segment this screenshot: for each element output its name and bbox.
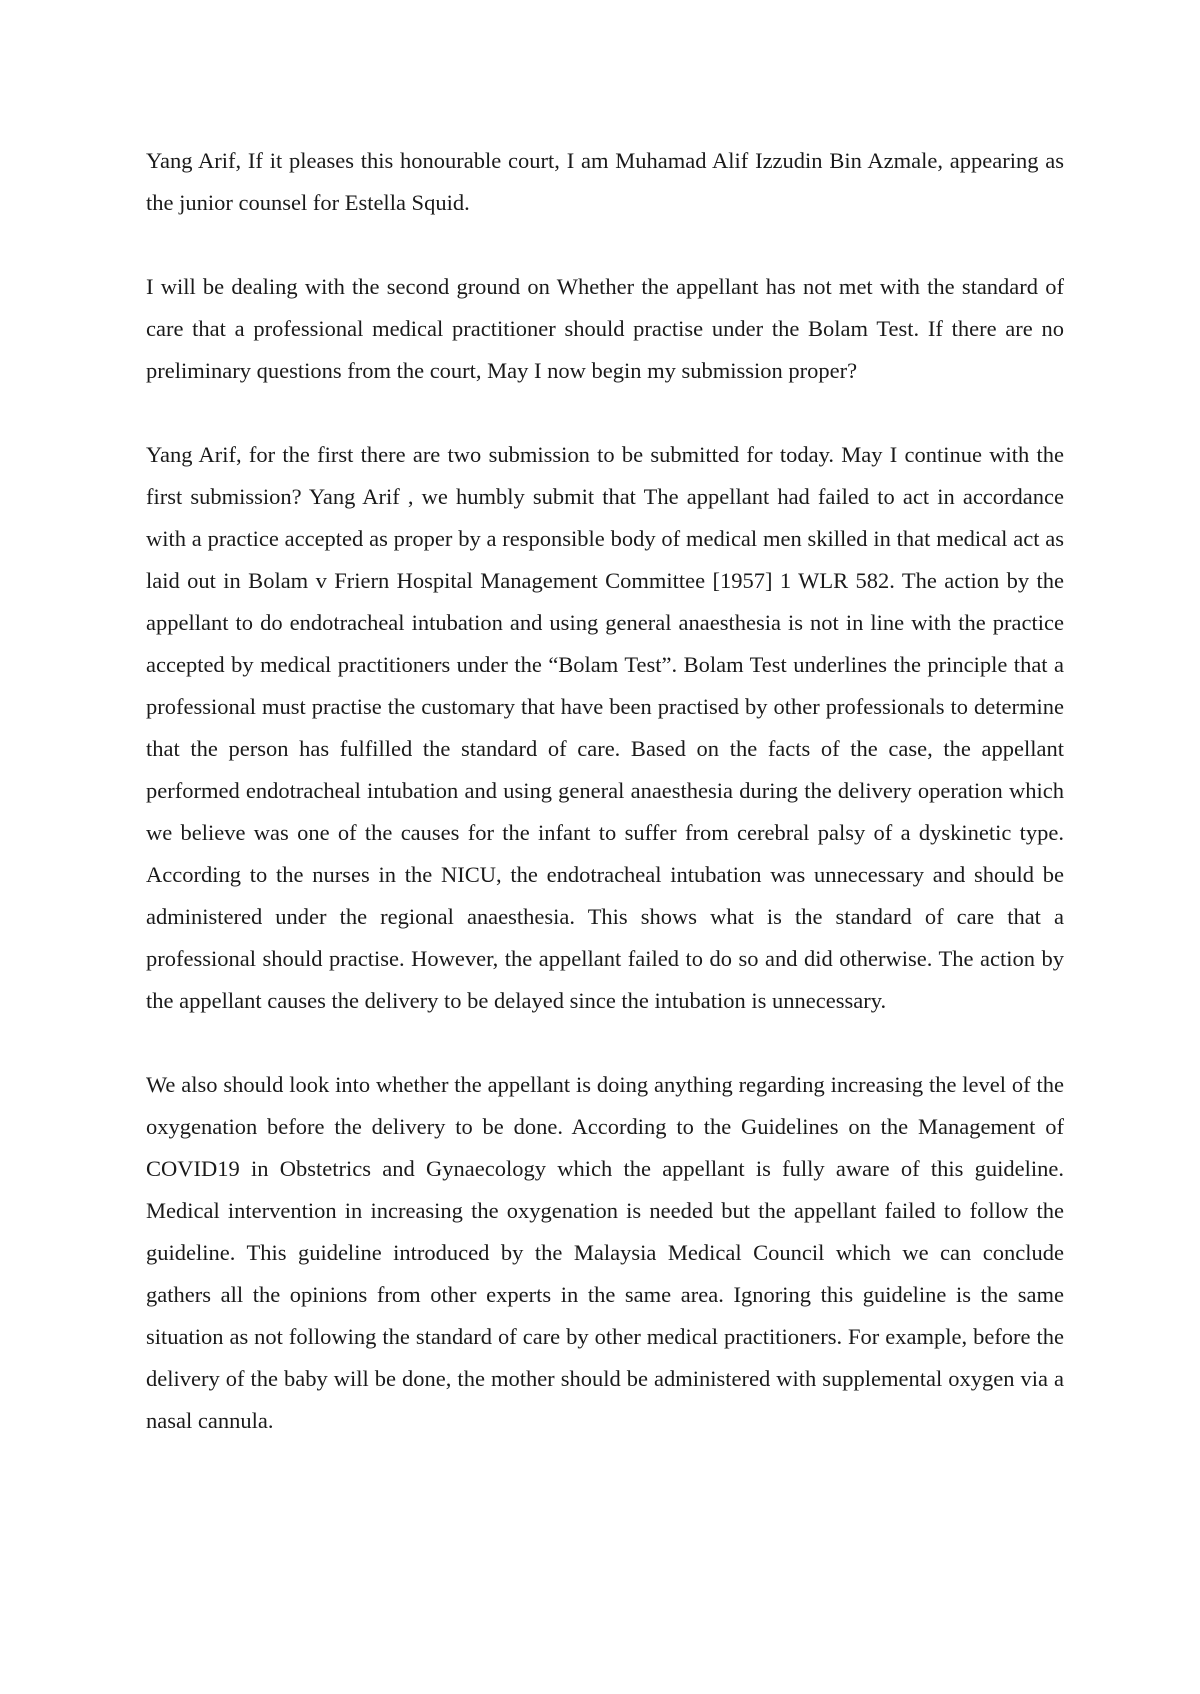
paragraph-introduction: Yang Arif, If it pleases this honourable court, I am Muhamad Alif Izzudin Bin Azmale, appearing as the junior counsel for Estella Squid.	[146, 148, 1064, 215]
document-body	[146, 140, 1064, 1442]
paragraph-oxygenation: We also should look into whether the appellant is doing anything regarding increasing the level of the oxygenation before the delivery to be done. According to the Guidelines on the Management of COVID19 in Obstetrics and Gynaecology which the appellant is fully aware of this guideline. Medical intervention in increasing the oxygenation is needed but the appellant failed to follow the guideline. This guideline introduced by the Malaysia Medical Council which we can conclude gathers all the opinions from other experts in the same area. Ignoring this guideline is the same situation as not following the standard of care by other medical practitioners. For example, before the delivery of the baby will be done, the mother should be administered with supplemental oxygen via a nasal cannula.	[146, 1072, 1064, 1433]
paragraph-second-ground: I will be dealing with the second ground on Whether the appellant has not met with the standard of care that a professional medical practitioner should practise under the Bolam Test. If there are no preliminary questions from the court, May I now begin my submission proper?	[146, 274, 1064, 383]
paragraph-first-submission: Yang Arif, for the first there are two submission to be submitted for today. May I continue with the first submission? Yang Arif , we humbly submit that The appellant had failed to act in accordance with a practice accepted as proper by a responsible body of medical men skilled in that medical act as laid out in Bolam v Friern Hospital Management Committee [1957] 1 WLR 582. The action by the appellant to do endotracheal intubation and using general anaesthesia is not in line with the practice accepted by medical practitioners under the “Bolam Test”. Bolam Test underlines the principle that a professional must practise the customary that have been practised by other professionals to determine that the person has fulfilled the standard of care. Based on the facts of the case, the appellant performed endotracheal intubation and using general anaesthesia during the delivery operation which we believe was one of the causes for the infant to suffer from cerebral palsy of a dyskinetic type. According to the nurses in the NICU, the endotracheal intubation was unnecessary and should be administered under the regional anaesthesia. This shows what is the standard of care that a professional should practise. However, the appellant failed to do so and did otherwise. The action by the appellant causes the delivery to be delayed since the intubation is unnecessary.	[146, 442, 1064, 1013]
